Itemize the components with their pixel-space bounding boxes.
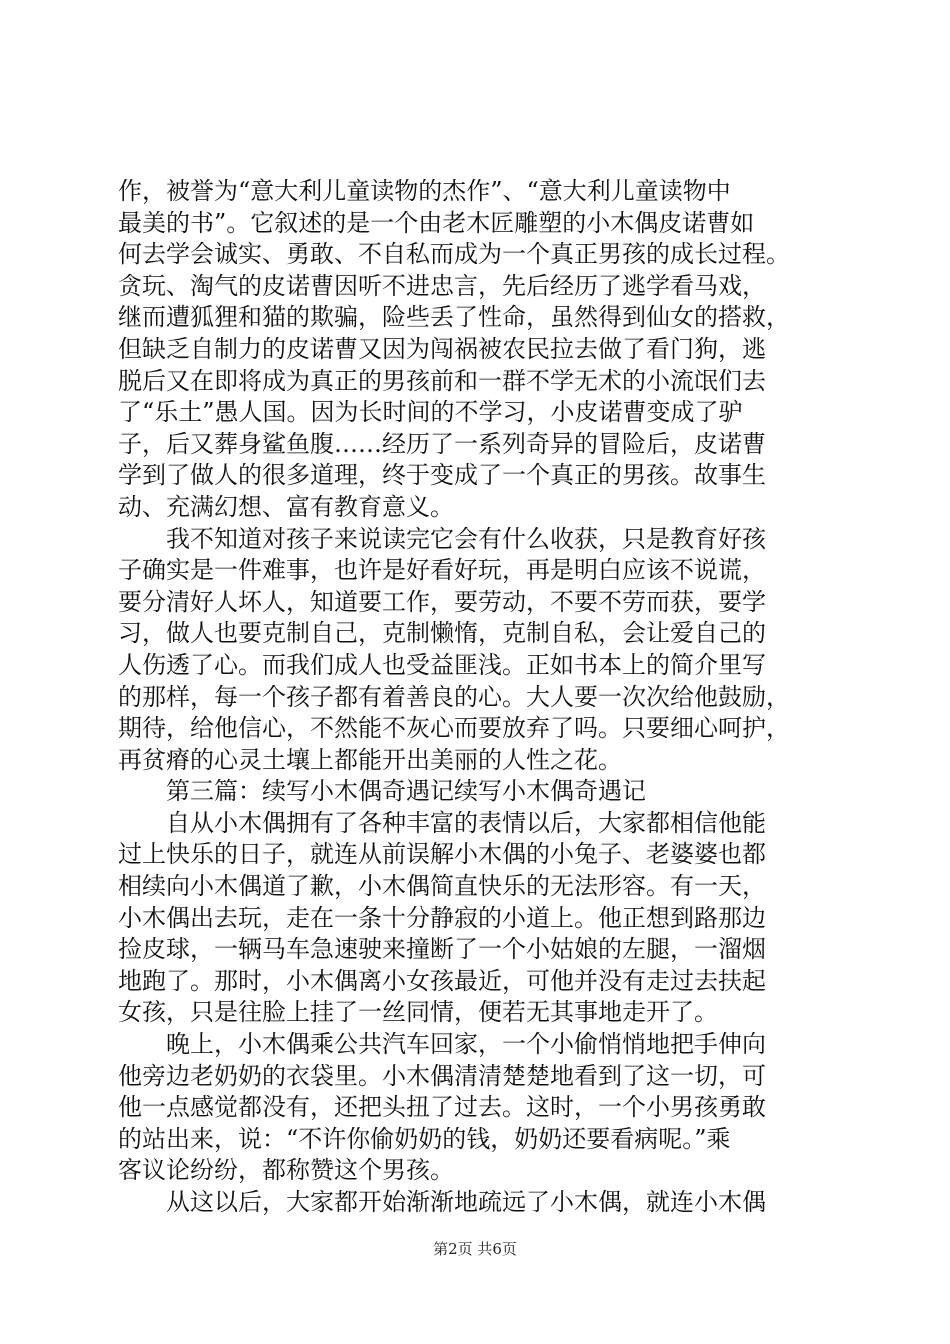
text-line: 我不知道对孩子来说读完它会有什么收获，只是教育好孩 [118, 524, 766, 553]
text-line: 了“乐土”愚人国。因为长时间的不学习，小皮诺曹变成了驴 [118, 398, 743, 427]
text-line: 过上快乐的日子，就连从前误解小木偶的小兔子、老婆婆也都 [118, 840, 766, 869]
text-line: 学到了做人的很多道理，终于变成了一个真正的男孩。故事生 [118, 461, 766, 490]
text-line: 最美的书”。它叙述的是一个由老木匠雕塑的小木偶皮诺曹如 [118, 208, 755, 237]
text-line: 要分清好人坏人，知道要工作，要劳动，不要不劳而获，要学 [118, 587, 766, 616]
text-line: 他一点感觉都没有，还把头扭了过去。这时，一个小男孩勇敢 [118, 1093, 766, 1122]
text-line: 的站出来，说：“不许你偷奶奶的钱，奶奶还要看病呢。”乘 [118, 1124, 731, 1153]
body-text [118, 176, 842, 1219]
text-line: 脱后又在即将成为真正的男孩前和一群不学无术的小流氓们去 [118, 366, 766, 395]
text-line: 继而遭狐狸和猫的欺骗，险些丢了性命，虽然得到仙女的搭救， [118, 303, 790, 332]
text-line: 捡皮球，一辆马车急速驶来撞断了一个小姑娘的左腿，一溜烟 [118, 935, 766, 964]
text-line: 作，被誉为“意大利儿童读物的杰作”、“意大利儿童读物中 [118, 177, 731, 205]
text-line: 人伤透了心。而我们成人也受益匪浅。正如书本上的简介里写 [118, 650, 766, 679]
text-line: 晚上，小木偶乘公共汽车回家，一个小偷悄悄地把手伸向 [118, 1030, 766, 1059]
text-line: 子确实是一件难事，也许是好看好玩，再是明白应该不说谎， [118, 556, 766, 585]
text-line: 从这以后，大家都开始渐渐地疏远了小木偶，就连小木偶 [118, 1188, 766, 1216]
text-line: 自从小木偶拥有了各种丰富的表情以后，大家都相信他能 [118, 808, 766, 837]
text-line: 女孩，只是往脸上挂了一丝同情，便若无其事地走开了。 [118, 998, 718, 1027]
text-line: 但缺乏自制力的皮诺曹又因为闯祸被农民拉去做了看门狗，逃 [118, 334, 766, 363]
text-line: 的那样，每一个孩子都有着善良的心。大人要一次次给他鼓励， [118, 682, 790, 711]
text-line: 子，后又葬身鲨鱼腹……经历了一系列奇异的冒险后，皮诺曹 [118, 429, 766, 458]
text-line: 再贫瘠的心灵土壤上都能开出美丽的人性之花。 [118, 745, 622, 774]
text-line: 地跑了。那时，小木偶离小女孩最近，可他并没有走过去扶起 [118, 966, 766, 995]
text-line: 小木偶出去玩，走在一条十分静寂的小道上。他正想到路那边 [118, 903, 766, 932]
text-line: 贪玩、淘气的皮诺曹因听不进忠言，先后经历了逃学看马戏， [118, 271, 766, 300]
text-line: 期待，给他信心，不然能不灰心而要放弃了吗。只要细心呵护， [118, 714, 790, 743]
text-line: 习，做人也要克制自己，克制懒惰，克制自私，会让爱自己的 [118, 619, 766, 648]
text-line: 相续向小木偶道了歉，小木偶简直快乐的无法形容。有一天， [118, 872, 766, 901]
text-line: 第三篇：续写小木偶奇遇记续写小木偶奇遇记 [118, 777, 646, 806]
text-line: 他旁边老奶奶的衣袋里。小木偶清清楚楚地看到了这一切，可 [118, 1061, 766, 1090]
page-footer [0, 1239, 950, 1259]
text-line: 动、充满幻想、富有教育意义。 [118, 492, 454, 521]
text-line: 客议论纷纷，都称赞这个男孩。 [118, 1156, 454, 1185]
page-number: 第2页 共6页 [433, 1240, 517, 1258]
text-line: 何去学会诚实、勇敢、不自私而成为一个真正男孩的成长过程。 [118, 240, 790, 269]
